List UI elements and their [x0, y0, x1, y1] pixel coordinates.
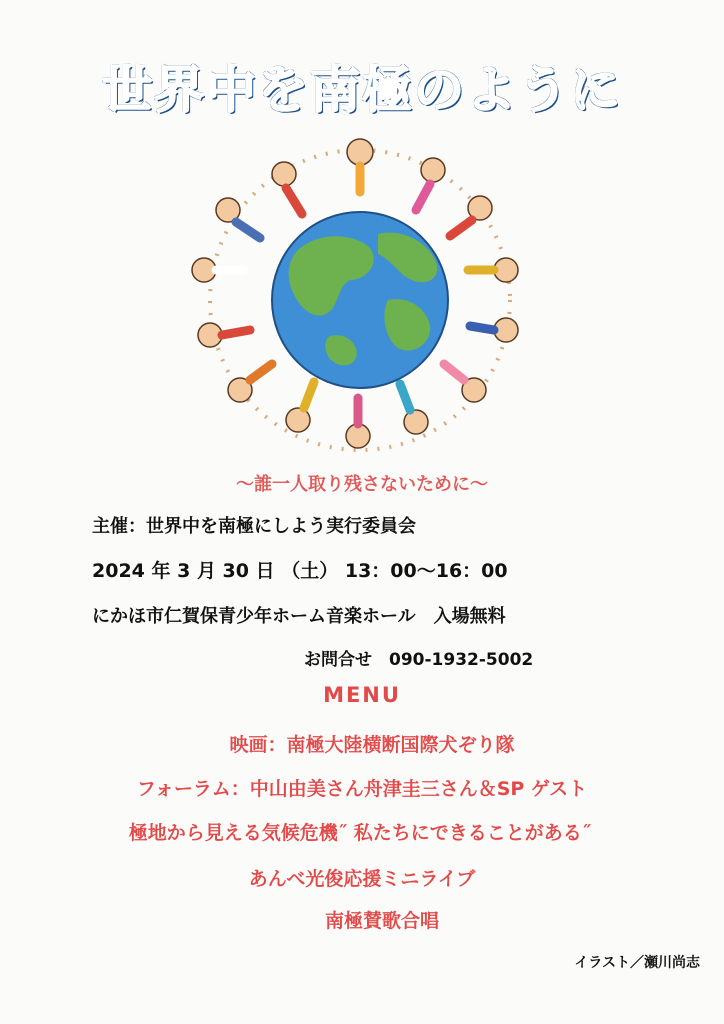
illustration-credit: イラスト／瀬川尚志 — [574, 955, 700, 971]
menu-item-film: 映画：南極大陸横断国際犬ぞり隊 — [229, 734, 515, 756]
menu-item-chorus: 南極賛歌合唱 — [324, 910, 439, 932]
organizer-text: 主催：世界中を南極にしよう実行委員会 — [92, 516, 416, 537]
flyer-title: 世界中を南極のように — [102, 61, 622, 119]
menu-item-mini-live: あんべ光俊応援ミニライブ — [248, 868, 476, 890]
event-venue: にかほ市仁賀保青少年ホーム音楽ホール 入場無料 — [92, 606, 506, 627]
globe-icon — [272, 212, 448, 388]
children-around-globe-illustration — [180, 130, 540, 470]
flyer-subtitle: ～誰一人取り残さないために～ — [236, 474, 488, 495]
event-datetime: 2024 年 3 月 30 日 （土） 13：00～16：00 — [92, 560, 508, 582]
contact-phone: お問合せ 090-1932-5002 — [304, 650, 534, 670]
menu-item-forum: フォーラム：中山由美さん舟津圭三さん＆SP ゲスト — [136, 778, 588, 800]
menu-heading: MENU — [323, 683, 401, 707]
menu-item-climate-talk: 極地から見える気候危機˝ 私たちにできることがある˝ — [128, 822, 592, 844]
